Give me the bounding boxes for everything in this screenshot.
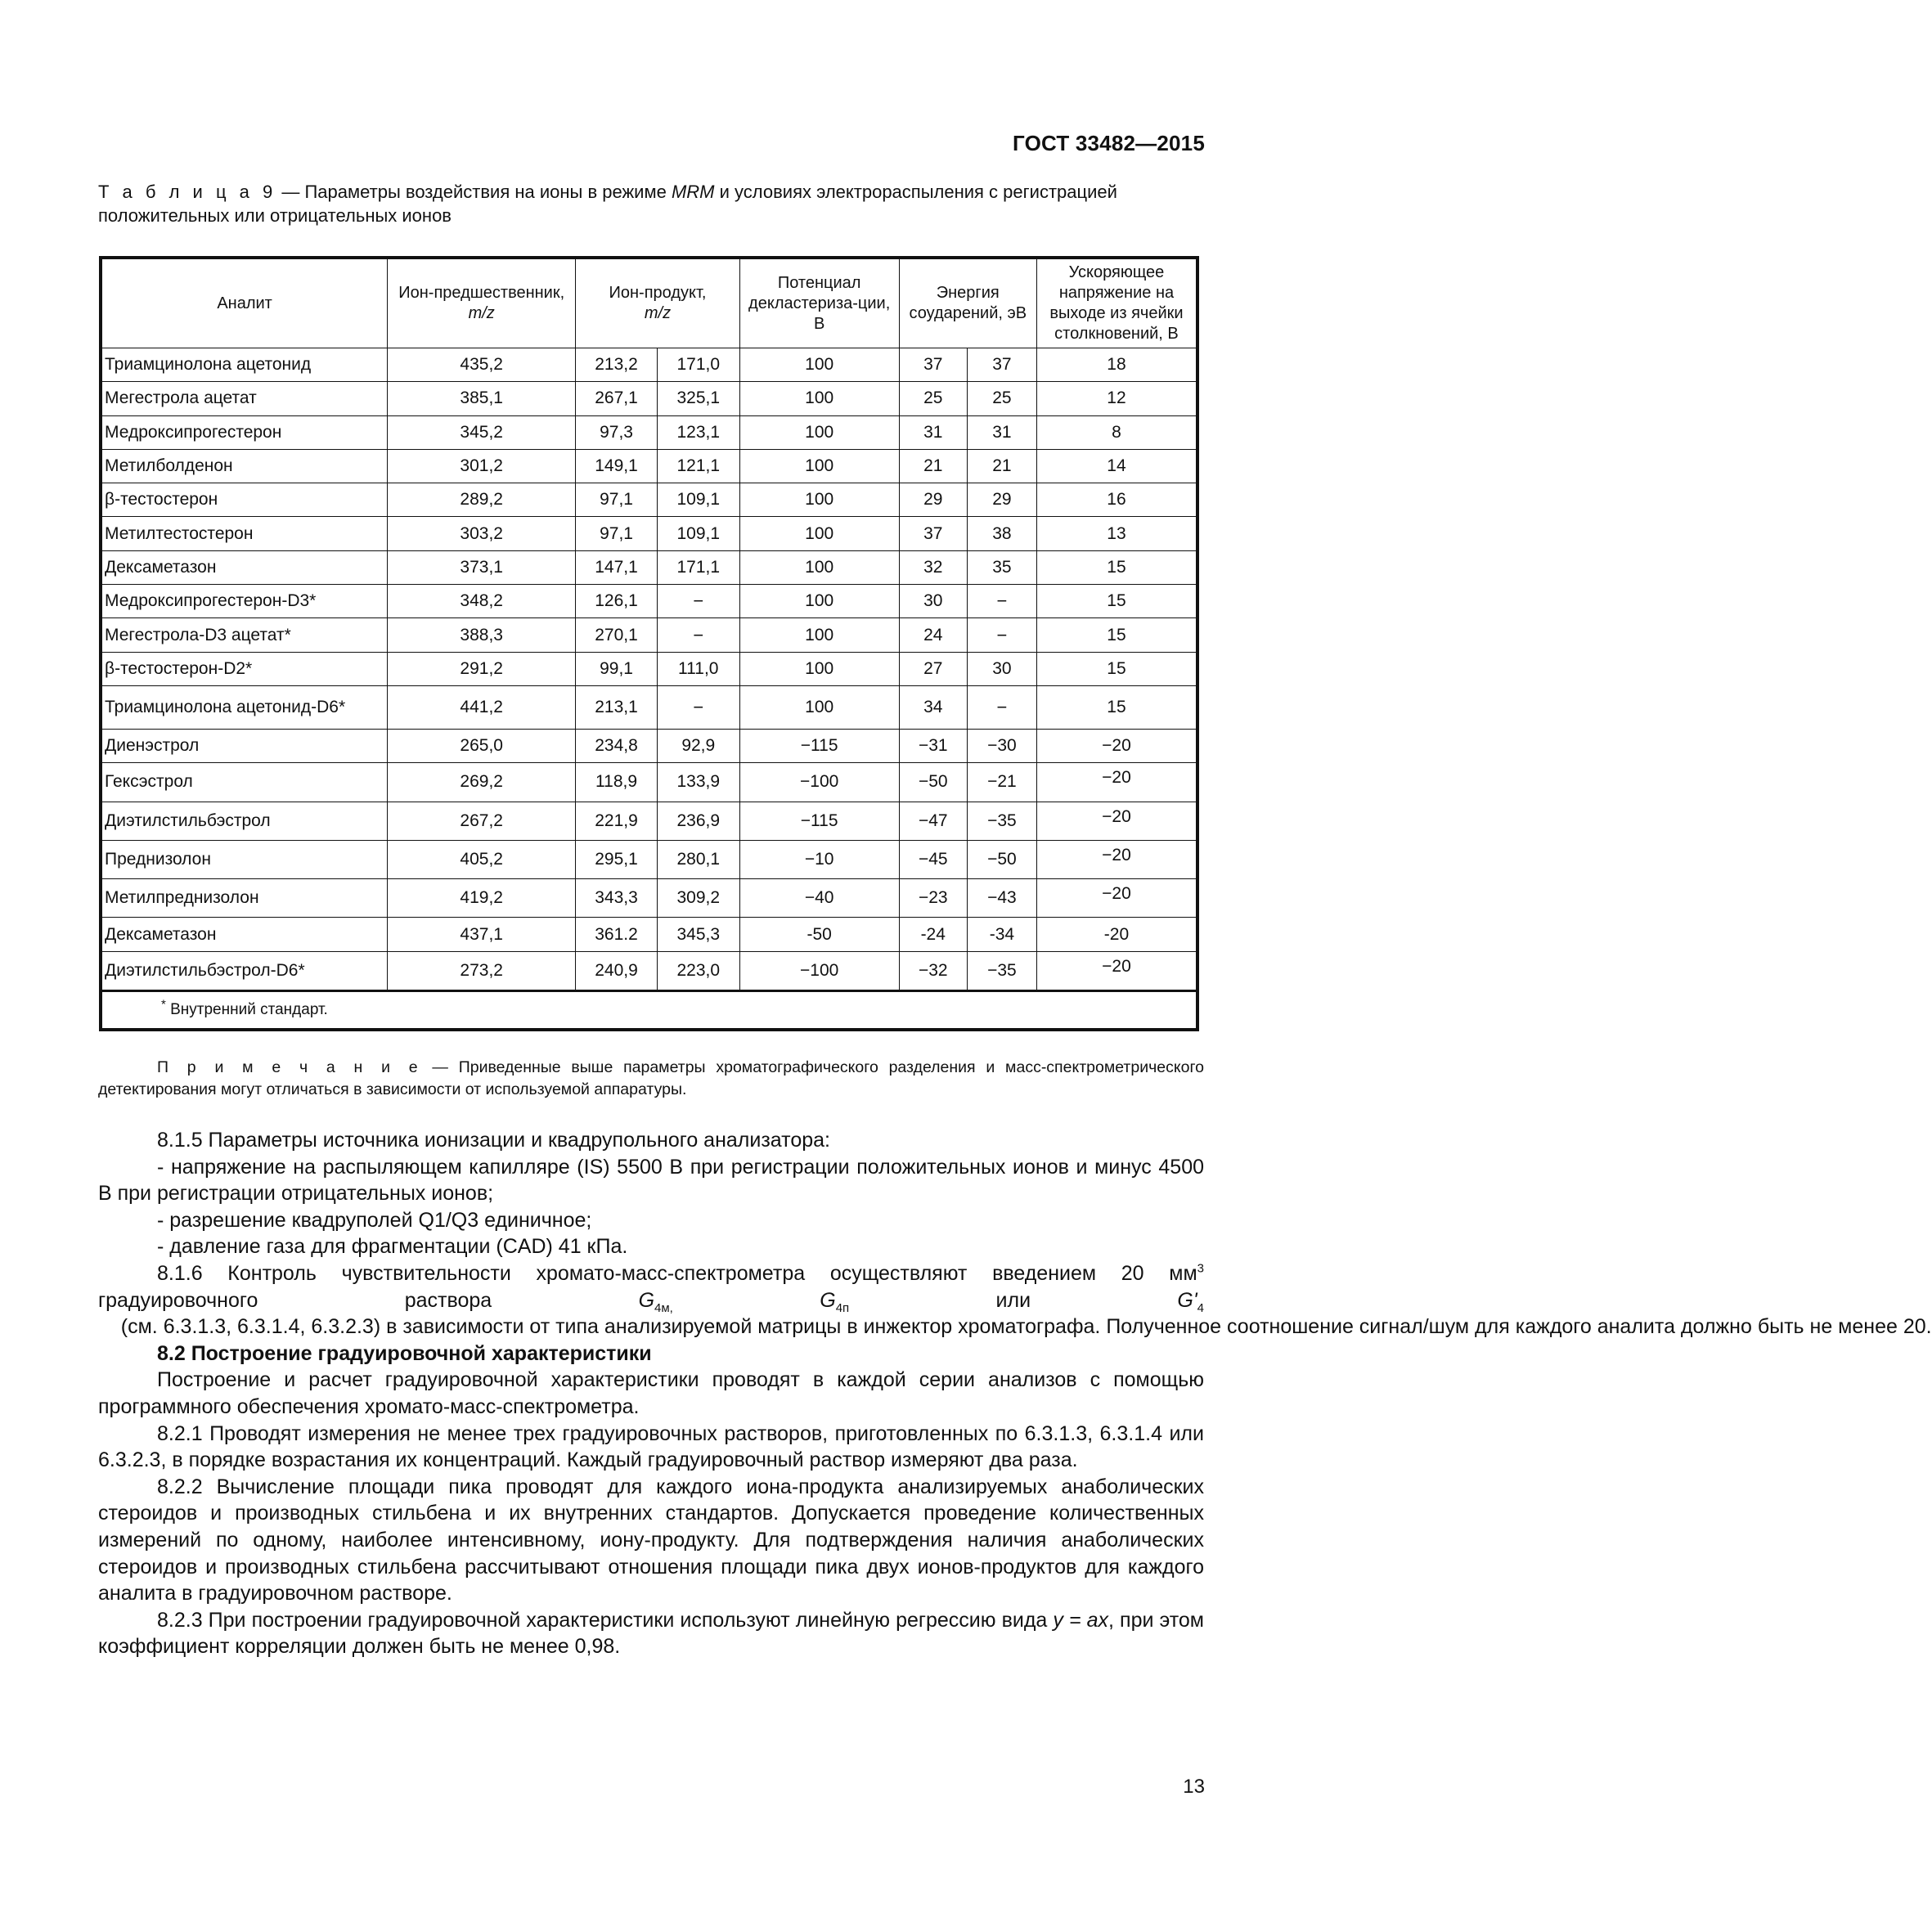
analyte-name: β-тестостерон: [102, 483, 388, 517]
header-precursor: Ион-предшественник, m/z: [388, 259, 576, 348]
header-energy: Энергия соударений, эВ: [899, 259, 1036, 348]
cell-p2: 280,1: [657, 840, 739, 878]
cell-p2: 109,1: [657, 517, 739, 550]
cell-p1: 147,1: [576, 550, 658, 584]
cell-prec: 385,1: [388, 382, 576, 415]
table-row: [102, 685, 1197, 729]
cell-acc: 8: [1036, 415, 1196, 449]
cell-dp: 100: [739, 517, 899, 550]
table-row: [102, 483, 1197, 517]
table-footnote: * Внутренний стандарт.: [102, 991, 1197, 1029]
table-row: [102, 415, 1197, 449]
cell-e2: 29: [967, 483, 1036, 517]
cell-p2: 121,1: [657, 449, 739, 483]
cell-dp: 100: [739, 483, 899, 517]
cell-e2: -34: [967, 918, 1036, 951]
cell-acc: 15: [1036, 685, 1196, 729]
header-product: Ион-продукт, m/z: [576, 259, 739, 348]
cell-acc: -20: [1036, 918, 1196, 951]
cell-e1: 30: [899, 585, 967, 618]
header-potential: Потенциал декластериза-ции, В: [739, 259, 899, 348]
cell-p1: 118,9: [576, 763, 658, 802]
cell-p1: 99,1: [576, 652, 658, 685]
cell-prec: 441,2: [388, 685, 576, 729]
cell-e1: 37: [899, 517, 967, 550]
cell-e1: 27: [899, 652, 967, 685]
cell-p1: 149,1: [576, 449, 658, 483]
cell-acc: 15: [1036, 652, 1196, 685]
cell-dp: 100: [739, 685, 899, 729]
cell-p1: 97,3: [576, 415, 658, 449]
table-row: [102, 763, 1197, 802]
cell-dp: −40: [739, 879, 899, 918]
analyte-name: Триамцинолона ацетонид: [102, 348, 388, 382]
cell-e1: −23: [899, 879, 967, 918]
cell-e2: 25: [967, 382, 1036, 415]
cell-e2: −: [967, 618, 1036, 652]
cell-dp: −100: [739, 763, 899, 802]
cell-prec: 291,2: [388, 652, 576, 685]
cell-p2: 111,0: [657, 652, 739, 685]
cell-e1: 24: [899, 618, 967, 652]
cell-dp: 100: [739, 382, 899, 415]
cell-p1: 361.2: [576, 918, 658, 951]
cell-e1: 32: [899, 550, 967, 584]
cell-dp: −100: [739, 951, 899, 990]
cell-p1: 126,1: [576, 585, 658, 618]
para-8-2-2: 8.2.2 Вычисление площади пика проводят для каждого иона-продукта анализируемых анаболических стероидов и производных стильбена и их внутренних стандартов. Допускается проведение количественных измерений по одному, наиболее интенсивному, иону-продукту. Для подтверждения наличия анаболических стероидов и производных стильбена рассчитывают отношения площади пика двух ионов-продуктов для каждого аналита в градуировочном растворе.: [98, 1475, 1204, 1605]
cell-dp: 100: [739, 618, 899, 652]
cell-p1: 240,9: [576, 951, 658, 990]
cell-prec: 289,2: [388, 483, 576, 517]
cell-acc: 15: [1036, 585, 1196, 618]
analyte-name: Мегестрола-D3 ацетат*: [102, 618, 388, 652]
cell-prec: 388,3: [388, 618, 576, 652]
cell-e1: 21: [899, 449, 967, 483]
table-row: [102, 840, 1197, 878]
cell-prec: 265,0: [388, 729, 576, 762]
cell-p1: 343,3: [576, 879, 658, 918]
cell-acc: −20: [1036, 951, 1196, 990]
analyte-name: Гексэстрол: [102, 763, 388, 802]
cell-prec: 345,2: [388, 415, 576, 449]
cell-e1: -24: [899, 918, 967, 951]
cell-acc: 16: [1036, 483, 1196, 517]
cell-e2: 31: [967, 415, 1036, 449]
cell-acc: 14: [1036, 449, 1196, 483]
analyte-name: Диенэстрол: [102, 729, 388, 762]
cell-prec: 303,2: [388, 517, 576, 550]
cell-dp: −115: [739, 729, 899, 762]
analyte-name: Триамцинолона ацетонид-D6*: [102, 685, 388, 729]
table-row: [102, 517, 1197, 550]
analyte-name: Диэтилстильбэстрол: [102, 802, 388, 840]
cell-e2: 35: [967, 550, 1036, 584]
table-caption: Т а б л и ц а 9 — Параметры воздействия на ионы в режиме MRM и условиях электрораспыления с регистрацией положительных или отрицательных ионов: [98, 182, 1117, 226]
analyte-name: Дексаметазон: [102, 918, 388, 951]
cell-p2: −: [657, 618, 739, 652]
table-label: Т а б л и ц а 9: [98, 182, 277, 202]
cell-e1: 37: [899, 348, 967, 382]
para-8-1-5-a: - напряжение на распыляющем капилляре (IS) 5500 В при регистрации положительных ионов и минус 4500 В при регистрации отрицательных ионов;: [98, 1155, 1204, 1206]
cell-e1: 34: [899, 685, 967, 729]
cell-e2: 21: [967, 449, 1036, 483]
mrm-parameters-table: [99, 256, 1199, 1031]
analyte-name: Дексаметазон: [102, 550, 388, 584]
cell-dp: 100: [739, 415, 899, 449]
table-row: [102, 879, 1197, 918]
para-8-2: Построение и расчет градуировочной характеристики проводят в каждой серии анализов с помощью программного обеспечения хромато-масс-спектрометра.: [98, 1368, 1204, 1418]
header-accel: Ускоряющее напряжение на выходе из ячейки столкновений, В: [1036, 259, 1196, 348]
para-8-1-5-c: - давление газа для фрагментации (CAD) 41 кПа.: [157, 1235, 628, 1259]
cell-acc: −20: [1036, 879, 1196, 918]
cell-e2: −30: [967, 729, 1036, 762]
cell-acc: 15: [1036, 550, 1196, 584]
cell-prec: 405,2: [388, 840, 576, 878]
cell-prec: 301,2: [388, 449, 576, 483]
analyte-name: Метилпреднизолон: [102, 879, 388, 918]
cell-p2: −: [657, 685, 739, 729]
cell-prec: 435,2: [388, 348, 576, 382]
cell-e2: 37: [967, 348, 1036, 382]
cell-prec: 437,1: [388, 918, 576, 951]
table-row: [102, 449, 1197, 483]
cell-e2: −: [967, 685, 1036, 729]
cell-dp: 100: [739, 585, 899, 618]
cell-acc: −20: [1036, 729, 1196, 762]
cell-p1: 270,1: [576, 618, 658, 652]
table-row: [102, 729, 1197, 762]
table-row: [102, 618, 1197, 652]
cell-e2: −21: [967, 763, 1036, 802]
analyte-name: Метилболденон: [102, 449, 388, 483]
table-row: [102, 348, 1197, 382]
cell-e2: −: [967, 585, 1036, 618]
para-8-2-1: 8.2.1 Проводят измерения не менее трех градуировочных растворов, приготовленных по 6.3.1.3, 6.3.1.4 или 6.3.2.3, в порядке возрастания их концентраций. Каждый градуировочный раствор измеряют два раза.: [98, 1421, 1204, 1472]
analyte-name: Медроксипрогестерон: [102, 415, 388, 449]
cell-dp: 100: [739, 550, 899, 584]
analyte-name: Метилтестостерон: [102, 517, 388, 550]
heading-8-2: 8.2 Построение градуировочной характеристики: [157, 1341, 652, 1365]
cell-p2: 309,2: [657, 879, 739, 918]
para-8-1-5-b: - разрешение квадруполей Q1/Q3 единичное;: [157, 1208, 592, 1232]
table-row: [102, 585, 1197, 618]
table-row: [102, 550, 1197, 584]
cell-e1: 29: [899, 483, 967, 517]
cell-acc: 18: [1036, 348, 1196, 382]
cell-e1: −31: [899, 729, 967, 762]
cell-prec: 419,2: [388, 879, 576, 918]
cell-e1: −50: [899, 763, 967, 802]
cell-dp: −10: [739, 840, 899, 878]
cell-e1: −45: [899, 840, 967, 878]
cell-e1: −32: [899, 951, 967, 990]
cell-p2: 92,9: [657, 729, 739, 762]
cell-p1: 97,1: [576, 517, 658, 550]
cell-acc: 13: [1036, 517, 1196, 550]
page-number: 13: [1183, 1776, 1205, 1798]
cell-p1: 234,8: [576, 729, 658, 762]
header-analyte: Аналит: [102, 259, 388, 348]
cell-p1: 295,1: [576, 840, 658, 878]
para-8-2-3: 8.2.3 При построении градуировочной характеристики используют линейную регрессию вида y = ax, при этом коэффициент корреляции должен быть не менее 0,98.: [98, 1608, 1204, 1659]
cell-acc: −20: [1036, 840, 1196, 878]
cell-dp: 100: [739, 348, 899, 382]
cell-p2: 133,9: [657, 763, 739, 802]
cell-p1: 97,1: [576, 483, 658, 517]
table-row: [102, 382, 1197, 415]
cell-p2: 123,1: [657, 415, 739, 449]
analyte-name: β-тестостерон-D2*: [102, 652, 388, 685]
cell-e2: 30: [967, 652, 1036, 685]
section-body: [98, 1127, 1932, 1660]
cell-p2: 171,0: [657, 348, 739, 382]
cell-p1: 221,9: [576, 802, 658, 840]
cell-prec: 373,1: [388, 550, 576, 584]
cell-p2: −: [657, 585, 739, 618]
table-note: П р и м е ч а н и е — Приведенные выше параметры хроматографического разделения и масс-спектрометрического детектирования могут отличаться в зависимости от используемой аппаратуры.: [98, 1058, 1204, 1098]
cell-acc: −20: [1036, 802, 1196, 840]
cell-e1: 25: [899, 382, 967, 415]
cell-p2: 109,1: [657, 483, 739, 517]
cell-p2: 171,1: [657, 550, 739, 584]
cell-acc: 15: [1036, 618, 1196, 652]
mrm-mode: MRM: [671, 182, 715, 202]
analyte-name: Преднизолон: [102, 840, 388, 878]
cell-e2: −43: [967, 879, 1036, 918]
analyte-name: Диэтилстильбэстрол-D6*: [102, 951, 388, 990]
cell-e2: −35: [967, 951, 1036, 990]
cell-prec: 273,2: [388, 951, 576, 990]
table-row: [102, 652, 1197, 685]
cell-prec: 348,2: [388, 585, 576, 618]
cell-p2: 345,3: [657, 918, 739, 951]
analyte-name: Мегестрола ацетат: [102, 382, 388, 415]
cell-p1: 213,1: [576, 685, 658, 729]
cell-p1: 213,2: [576, 348, 658, 382]
cell-e1: 31: [899, 415, 967, 449]
cell-e1: −47: [899, 802, 967, 840]
cell-e2: 38: [967, 517, 1036, 550]
cell-dp: 100: [739, 652, 899, 685]
cell-p2: 236,9: [657, 802, 739, 840]
para-8-1-5: 8.1.5 Параметры источника ионизации и квадрупольного анализатора:: [157, 1129, 830, 1152]
cell-p2: 223,0: [657, 951, 739, 990]
table-row: [102, 918, 1197, 951]
cell-dp: -50: [739, 918, 899, 951]
cell-prec: 267,2: [388, 802, 576, 840]
analyte-name: Медроксипрогестерон-D3*: [102, 585, 388, 618]
cell-p2: 325,1: [657, 382, 739, 415]
table-row: [102, 951, 1197, 990]
cell-e2: −35: [967, 802, 1036, 840]
cell-p1: 267,1: [576, 382, 658, 415]
table-row: [102, 802, 1197, 840]
cell-prec: 269,2: [388, 763, 576, 802]
cell-dp: 100: [739, 449, 899, 483]
para-8-1-6: 8.1.6 Контроль чувствительности хромато-масс-спектрометра осуществляют введением 20 $мм^3$ градуировочного раствора $G_{4м,}$ $G_{4п}$ или $G'_4$ (см. 6.3.1.3, 6.3.1.4, 6.3.2.3) в зависимости от типа анализируемой матрицы в инжектор хроматографа. Полученное соотношение сигнал/шум для каждого аналита должно быть не менее 20.: [98, 1261, 1932, 1339]
cell-e2: −50: [967, 840, 1036, 878]
cell-acc: −20: [1036, 763, 1196, 802]
cell-acc: 12: [1036, 382, 1196, 415]
cell-dp: −115: [739, 802, 899, 840]
standard-number: ГОСТ 33482—2015: [1013, 131, 1205, 155]
